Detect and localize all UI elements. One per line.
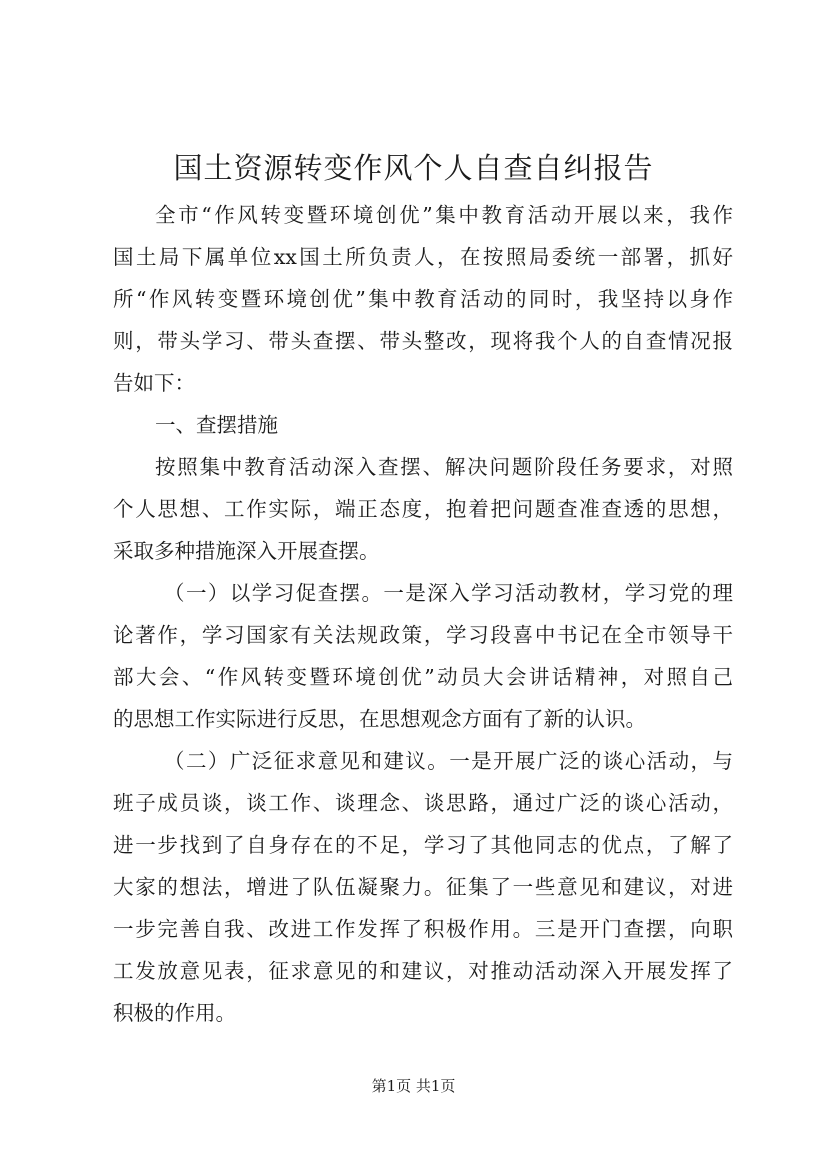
paragraph-line: 的思想工作实际进行反思，在思想观念方面有了新的认识。 — [113, 707, 646, 731]
paragraph-line: 进一步找到了自身存在的不足，学习了其他同志的优点，了解了 — [113, 833, 733, 857]
paragraph-line: 采取多种措施深入开展查摆。 — [113, 539, 380, 563]
paragraph-line: 一步完善自我、改进工作发挥了积极作用。三是开门查摆，向职 — [113, 917, 733, 941]
paragraph-line: 班子成员谈，谈工作、谈理念、谈思路，通过广泛的谈心活动， — [113, 791, 733, 815]
paragraph-line: 部大会、“作风转变暨环境创优”动员大会讲话精神，对照自己 — [113, 665, 733, 689]
paragraph-line: （二）广泛征求意见和建议。一是开展广泛的谈心活动，与 — [164, 749, 733, 773]
paragraph-line: 论著作，学习国家有关法规政策，学习段喜中书记在全市领导干 — [113, 623, 733, 647]
paragraph-line: 则，带头学习、带头查摆、带头整改，现将我个人的自查情况报 — [113, 329, 733, 353]
paragraph-line: 按照集中教育活动深入查摆、解决问题阶段任务要求，对照 — [155, 455, 733, 479]
paragraph-line: 积极的作用。 — [113, 1001, 236, 1025]
paragraph-line: 所“作风转变暨环境创优”集中教育活动的同时，我坚持以身作 — [113, 287, 733, 311]
paragraph-line: 告如下： — [113, 371, 195, 395]
paragraph-line: 大家的想法，增进了队伍凝聚力。征集了一些意见和建议，对进 — [113, 875, 733, 899]
page-footer: 第1页 共1页 — [371, 1077, 456, 1095]
section-heading: 一、查摆措施 — [155, 413, 278, 437]
page-title: 国土资源转变作风个人自查自纠报告 — [173, 151, 654, 185]
paragraph-line: 工发放意见表，征求意见的和建议，对推动活动深入开展发挥了 — [113, 959, 733, 983]
paragraph-line: 全市“作风转变暨环境创优”集中教育活动开展以来，我作 — [155, 203, 733, 227]
paragraph-line: 个人思想、工作实际，端正态度，抱着把问题查准查透的思想， — [113, 497, 733, 521]
paragraph-line: 国土局下属单位xx国土所负责人，在按照局委统一部署，抓好 — [113, 245, 733, 269]
paragraph-line: （一）以学习促查摆。一是深入学习活动教材，学习党的理 — [164, 581, 733, 605]
